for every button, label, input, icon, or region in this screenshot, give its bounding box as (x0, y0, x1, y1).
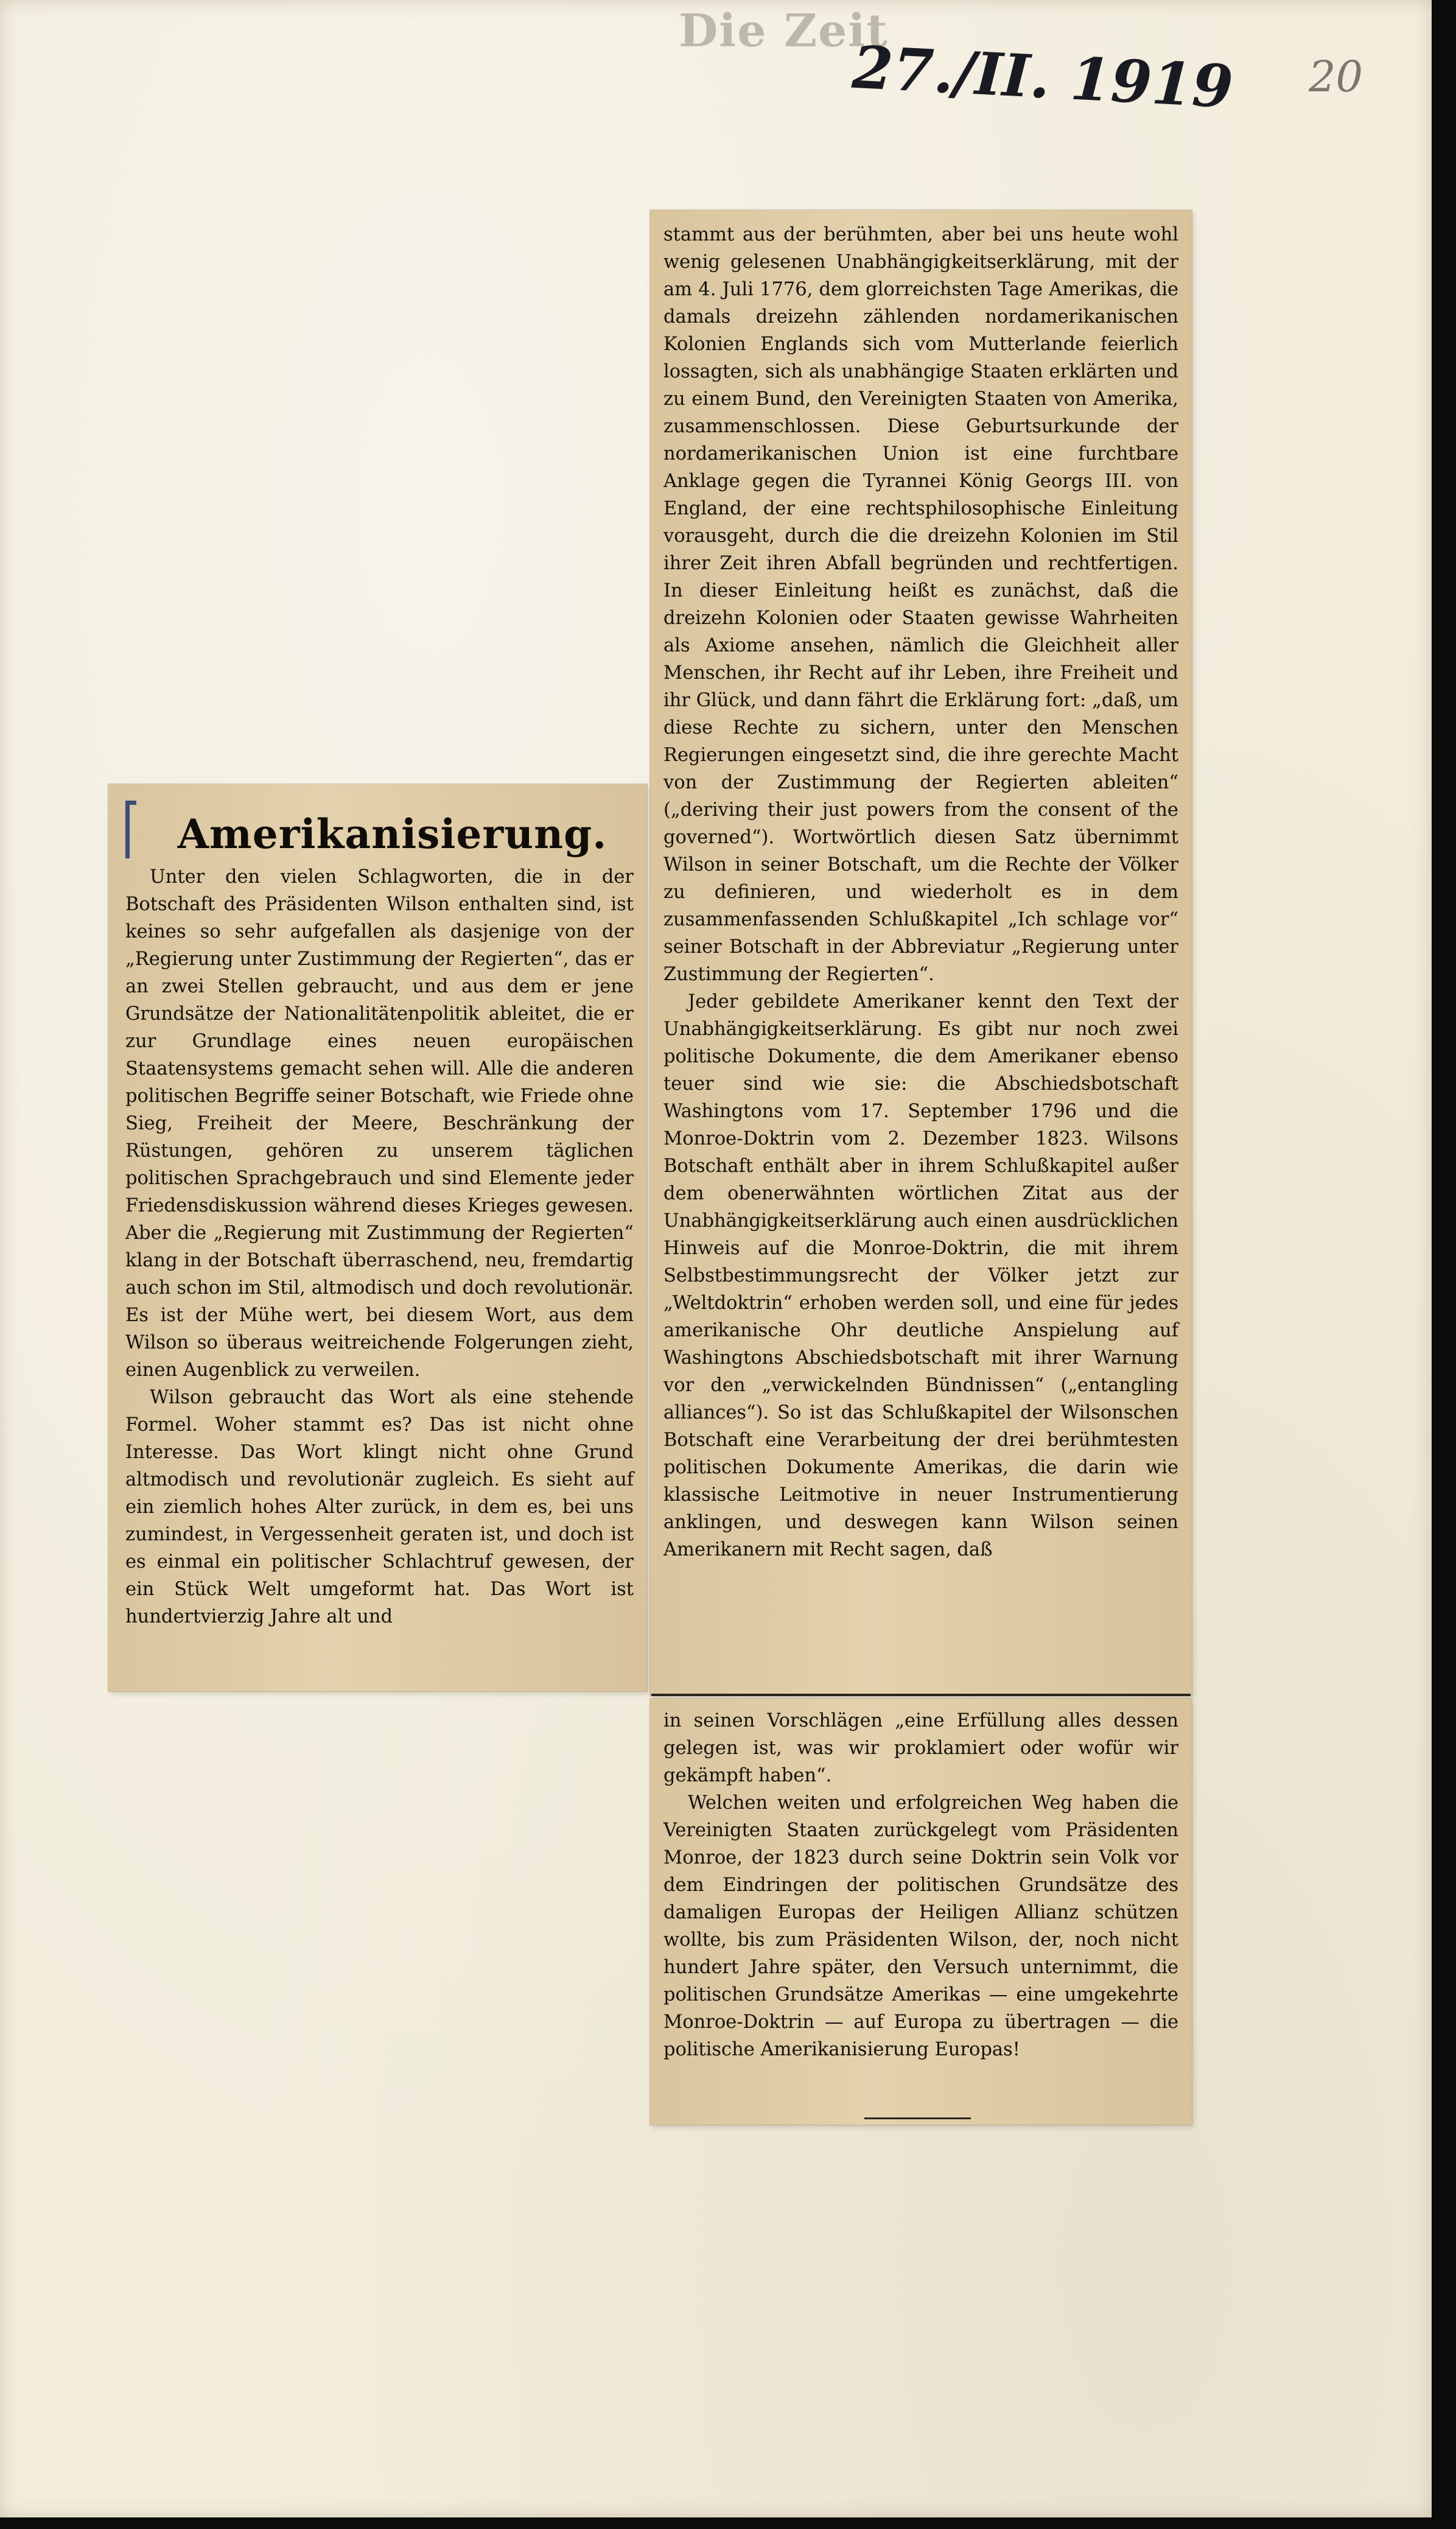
handwritten-page-number: 20 (1309, 52, 1363, 102)
article-headline (125, 802, 634, 858)
handwritten-date: 27./II. 1919 (850, 32, 1235, 122)
paragraph: Unter den vielen Schlagworten, die in der Botschaft des Präsidenten Wilson enthalten sind, ist keines so sehr aufgefallen als dasjenige von der „Regierung unter Zustimmung der Regierten“, das er an zwei Stellen gebraucht, und aus dem er jene Grundsätze der Nationalitätenpolitik ableitet, die er zur Grundlage eines neuen europäischen Staatensystems gemacht sehen will. Alle die anderen politischen Begriffe seiner Botschaft, wie Friede ohne Sieg, Freiheit der Meere, Beschränkung der Rüstungen, gehören zu unserem täglichen politischen Sprachgebrauch und sind Elemente jeder Friedensdiskussion während dieses Krieges gewesen. Aber die „Regierung mit Zustimmung der Regierten“ klang in der Botschaft überraschend, neu, fremdartig auch schon im Stil, altmodisch und doch revolutionär. Es ist der Mühe wert, bei diesem Wort, aus dem Wilson so überaus weitreichende Folgerungen zieht, einen Augenblick zu verweilen. (125, 866, 634, 1381)
column-divider (651, 1694, 1191, 1696)
paragraph: Wilson gebraucht das Wort als eine stehende Formel. Woher stammt es? Das ist nicht ohne Interesse. Das Wort klingt nicht ohne Grund altmodisch und revolutionär zugleich. Es sieht auf ein ziemlich hohes Alter zurück, in dem es, bei uns zumindest, in Vergessenheit geraten ist, und doch ist es einmal ein politischer Schlachtruf gewesen, der ein Stück Welt umgeformt hat. Das Wort ist hundertvierzig Jahre alt und (125, 1387, 634, 1627)
clipping-left-column (108, 784, 647, 1691)
end-rule (864, 2117, 971, 2119)
corner-bracket-icon (125, 801, 136, 858)
clipping-right-column-top (650, 210, 1192, 1696)
newspaper-stamp: Die Zeit (679, 5, 889, 57)
paragraph: Jeder gebildete Amerikaner kennt den Text der Unabhängigkeitserklärung. Es gibt nur noch zwei politische Dokumente, die dem Amerikaner ebenso teuer sind wie sie: die Abschiedsbotschaft Washingtons vom 17. September 1796 und die Monroe-Doktrin vom 2. Dezember 1823. Wilsons Botschaft enthält aber in ihrem Schlußkapitel außer dem obenerwähnten wörtlichen Zitat aus der Unabhängigkeitserklärung auch einen ausdrücklichen Hinweis auf die Monroe-Doktrin, die mit ihrem Selbstbestimmungsrecht der Völker jetzt zur „Weltdoktrin“ erhoben werden soll, und eine für jedes amerikanische Ohr deutliche Anspielung auf Washingtons Abschiedsbotschaft mit ihrer Warnung vor den „verwickelnden Bündnissen“ („entangling alliances“). So ist das Schlußkapitel der Wilsonschen Botschaft eine Verarbeitung der drei berühmtesten politischen Dokumente Amerikas, die darin wie klassische Leitmotive in neuer Instrumentierung anklingen, und deswegen kann Wilson seinen Amerikanern mit Recht sagen, daß (663, 991, 1178, 1560)
article-title: Amerikanisierung. (177, 810, 607, 858)
paragraph: stammt aus der berühmten, aber bei uns heute wohl wenig gelesenen Unabhängigkeitserklärung, mit der am 4. Juli 1776, dem glorreichsten Tage Amerikas, die damals dreizehn zählenden nordamerikanischen Kolonien Englands sich vom Mutterlande feierlich lossagten, sich als unabhängige Staaten erklärten und zu einem Bund, den Vereinigten Staaten von Amerika, zusammenschlossen. Diese Geburtsurkunde der nordamerikanischen Union ist eine furchtbare Anklage gegen die Tyrannei König Georgs III. von England, der eine rechtsphilosophische Einleitung vorausgeht, durch die die dreizehn Kolonien im Stil ihrer Zeit ihren Abfall begründen und rechtfertigen. In dieser Einleitung heißt es zunächst, daß die dreizehn Kolonien oder Staaten gewisse Wahrheiten als Axiome ansehen, nämlich die Gleichheit aller Menschen, ihr Recht auf ihr Leben, ihre Freiheit und ihr Glück, und dann fährt die Erklärung fort: „daß, um diese Rechte zu sichern, unter den Menschen Regierungen eingesetzt sind, die ihre gerechte Macht von der Zustimmung der Regierten ableiten“ („deriving their just powers from the consent of the governed“). Wortwörtlich diesen Satz übernimmt Wilson in seiner Botschaft, um die Rechte der Völker zu definieren, und wiederholt es in dem zusammenfassenden Schlußkapitel „Ich schlage vor“ seiner Botschaft in der Abbreviatur „Regierung unter Zustimmung der Regierten“. (663, 224, 1178, 985)
clipping-right-column-bottom (650, 1699, 1192, 2125)
paragraph: Welchen weiten und erfolgreichen Weg haben die Vereinigten Staaten zurückgelegt vom Präsidenten Monroe, der 1823 durch seine Doktrin sein Volk vor dem Eindringen der politischen Grundsätze des damaligen Europas der Heiligen Allianz schützen wollte, bis zum Präsidenten Wilson, der, noch nicht hundert Jahre später, den Versuch unternimmt, die politischen Grundsätze Amerikas — eine umgekehrte Monroe-Doktrin — auf Europa zu übertragen — die politische Amerikanisierung Europas! (663, 1792, 1178, 2060)
paragraph: in seinen Vorschlägen „eine Erfüllung alles dessen gelegen ist, was wir proklamiert oder wofür wir gekämpft haben“. (663, 1710, 1178, 1786)
